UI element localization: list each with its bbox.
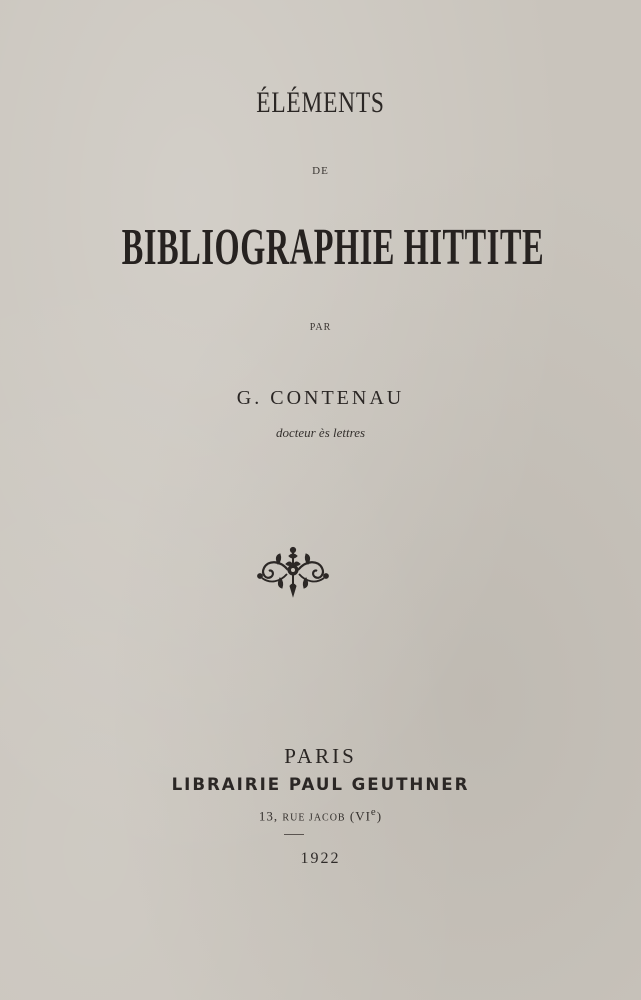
address-arrondissement-sup: e xyxy=(370,806,377,818)
imprint-address xyxy=(0,806,641,824)
imprint-city: PARIS xyxy=(284,744,357,768)
author-name: G. CONTENAU xyxy=(236,387,405,409)
author-degree: docteur ès lettres xyxy=(275,425,366,440)
title-line-elements: ÉLÉMENTS xyxy=(256,86,385,119)
title-line-de: DE xyxy=(312,165,329,177)
imprint-publisher: LIBRAIRIE PAUL GEUTHNER xyxy=(171,775,470,795)
address-number: 13, xyxy=(258,808,279,824)
fleuron-ornament-icon xyxy=(256,546,330,598)
par-label: PAR xyxy=(309,322,332,333)
publication-year: 1922 xyxy=(300,850,341,867)
address-close: ) xyxy=(376,808,383,824)
address-arrondissement: (VI xyxy=(349,808,371,824)
imprint-divider xyxy=(284,834,304,835)
address-street: RUE JACOB xyxy=(282,812,346,824)
main-title: BIBLIOGRAPHIE HITTITE xyxy=(121,219,545,276)
